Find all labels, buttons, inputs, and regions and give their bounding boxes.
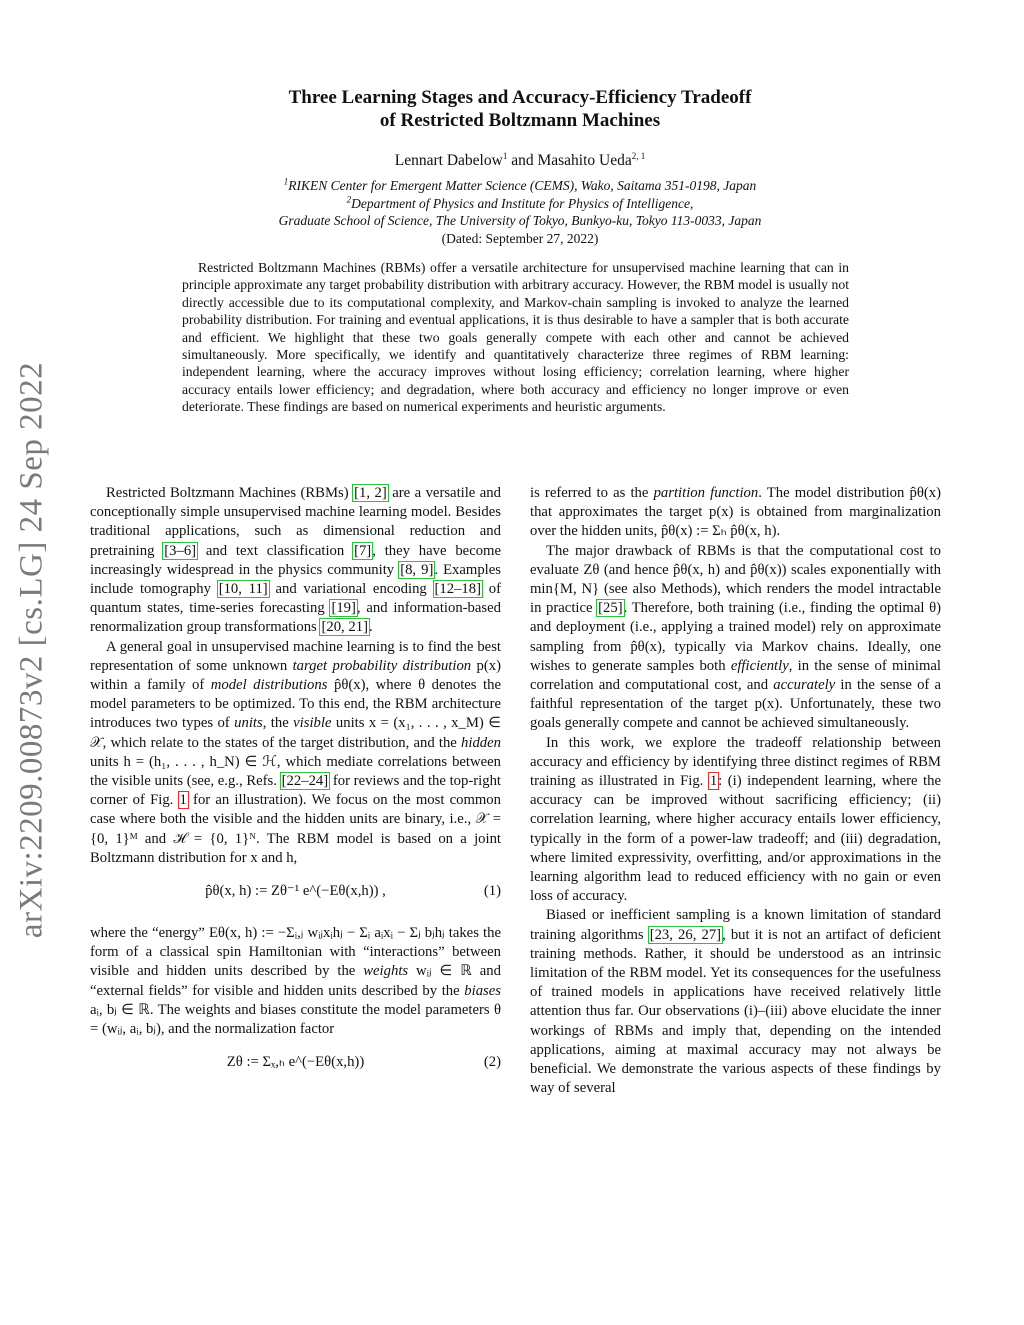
citation-link[interactable]: [20, 21] [321, 619, 368, 636]
author-2-affil: 2, 1 [631, 150, 646, 161]
right-paragraph-2: The major drawback of RBMs is that the computational cost to evaluate Zθ (and hence p̂θ(x, h) and p̂θ(x)) scales exponentially with min{M, N} (see also Methods), which renders the model intractable in practice [25]. Therefore, both training (i.e., finding the optimal θ) and deployment (i.e., applying a trained model) rely on approximate sampling from p̂θ(x), typically via Markov chains. Ideally, one wishes to generate samples both efficiently, in the sense of minimal correlation and computational cost, and accurately in the sense of a faithful representation of the target p(x). Unfortunately, these two goals generally compete and cannot be achieved simultaneously. [530, 542, 941, 732]
figure-link[interactable]: 1 [709, 773, 718, 790]
citation-link[interactable]: [19] [331, 600, 356, 617]
arxiv-stamp-text: arXiv:2209.00873v2 [cs.LG] 24 Sep 2022 [13, 361, 50, 939]
right-paragraph-1: is referred to as the partition function. The model distribution p̂θ(x) that approximates the target p(x) is obtained from marginalization over the hidden units, p̂θ(x) := Σₕ p̂θ(x, h). [530, 485, 941, 540]
equation-2-number: (2) [483, 1054, 501, 1071]
affiliations [150, 177, 890, 230]
citation-link[interactable]: [23, 26, 27] [649, 926, 722, 943]
equation-1-number: (1) [483, 883, 501, 900]
authors [150, 152, 890, 170]
equation-2 [90, 1045, 501, 1089]
left-paragraph-3: where the “energy” Eθ(x, h) := −Σᵢ,ⱼ wᵢⱼxᵢhⱼ − Σᵢ aᵢxᵢ − Σⱼ bⱼhⱼ takes the form of a classical spin Hamiltonian with “interactions” between visible and hidden units described by the weights wᵢⱼ ∈ ℝ and “external fields” for visible and hidden units described by the biases aᵢ, bⱼ ∈ ℝ. The weights and biases constitute the model parameters θ = (wᵢⱼ, aᵢ, bⱼ), and the normalization factor [90, 925, 501, 1038]
citation-link[interactable]: [8, 9] [400, 561, 434, 578]
left-column [90, 484, 501, 1095]
paper-title [150, 86, 890, 132]
citation-link[interactable]: [25] [598, 600, 623, 617]
left-paragraph-2: A general goal in unsupervised machine learning is to find the best representation of some unknown target probability distribution p(x) within a family of model distributions p̂θ(x), where θ denotes the model parameters to be optimized. To this end, the RBM architecture introduces two types of units, the visible units x = (x₁, . . . , x_M) ∈ 𝒳, which relate to the states of the target distribution, and the hidden units h = (h₁, . . . , h_N) ∈ ℋ, which mediate correlations between the visible units (see, e.g., Refs. [22–24] for reviews and the top-right corner of Fig. 1 for an illustration). We focus on the most common case where both the visible and the hidden units are binary, i.e., 𝒳 = {0, 1}ᴹ and ℋ = {0, 1}ᴺ. The RBM model is based on a joint Boltzmann distribution for x and h, [90, 638, 501, 866]
affil-1-mark: 1 [283, 176, 289, 187]
right-paragraph-4: Biased or inefficient sampling is a known limitation of standard training algorithms [23, 26, 27], but it is not an artifact of deficient training methods. Rather, it should be understood as an intrinsic limitation of the RBM model. Yet its consequences for the usefulness of trained models in applications have received relatively little attention thus far. Our observations (i)–(iii) above elucidate the inner workings of RBMs and imply that, depending on the intended applications, aiming at maximal accuracy may not always be beneficial. We demonstrate the various aspects of these findings by way of several [530, 907, 941, 1097]
author-1: Lennart Dabelow [394, 152, 503, 169]
citation-link[interactable]: [3–6] [164, 542, 197, 559]
abstract: Restricted Boltzmann Machines (RBMs) offer a versatile architecture for unsupervised machine learning that can in principle approximate any target probability distribution with arbitrary accuracy. However, the RBM model is usually not directly accessible due to its computational complexity, and Markov-chain sampling is invoked to analyze the learned probability distribution. For training and eventual applications, it is thus desirable to have a sampler that is both accurate and efficient. We highlight that these two goals generally compete with each other and cannot be achieved simultaneously. More specifically, we identify and quantitatively characterize three regimes of RBM learning: independent learning, where the accuracy improves without losing efficiency; correlation learning, where higher accuracy entails lower efficiency; and degradation, where both accuracy and efficiency no longer improve or even deteriorate. These findings are based on numerical experiments and heuristic arguments. [182, 260, 849, 415]
citation-link[interactable]: [7] [354, 542, 372, 559]
equation-1-body: p̂θ(x, h) := Zθ⁻¹ e^(−Eθ(x,h)) , [205, 883, 386, 900]
citation-link[interactable]: [12–18] [434, 581, 482, 598]
title-line-2: of Restricted Boltzmann Machines [379, 110, 661, 131]
right-paragraph-3: In this work, we explore the tradeoff relationship between accuracy and efficiency by identifying three distinct regimes of RBM training as illustrated in Fig. 1: (i) independent learning, where the accuracy can be improved without sacrificing efficiency; (ii) correlation learning, where higher accuracy entails lower efficiency, typically in the form of a power-law tradeoff; and (iii) degradation, where limited expressivity, overfitting, and/or approximations in the learning algorithm lead to reduced efficiency with no gain or even loss of accuracy. [530, 734, 941, 905]
title-line-1: Three Learning Stages and Accuracy-Efficiency Tradeoff [288, 87, 752, 108]
author-1-affil: 1 [502, 150, 508, 161]
equation-1 [90, 874, 501, 918]
affil-2-mark: 2 [346, 194, 352, 204]
author-2: Masahito Ueda [537, 152, 632, 169]
left-paragraph-1: Restricted Boltzmann Machines (RBMs) [1, 2] are a versatile and conceptionally simple unsupervised machine learning model. Besides traditional applications, such as dimensional reduction and pretraining [3–6] and text classification [7], they have become increasingly widespread in the physics community [8, 9]. Examples include tomography [10, 11] and variational encoding [12–18] of quantum states, time-series forecasting [19], and information-based renormalization group transformations [20, 21]. [90, 485, 501, 636]
equation-2-body: Zθ := Σₓ,ₕ e^(−Eθ(x,h)) [226, 1054, 365, 1071]
arxiv-stamp [4, 350, 60, 950]
citation-link[interactable]: [1, 2] [354, 485, 387, 501]
affiliation-2: $^2$Department of Physics and Institute for Physics of Intelligence, [346, 194, 694, 211]
affiliation-1: $^1$RIKEN Center for Emergent Matter Science (CEMS), Wako, Saitama 351-0198, Japan [283, 176, 757, 193]
date-line: (Dated: September 27, 2022) [441, 231, 599, 246]
right-column [530, 484, 941, 1099]
figure-link[interactable]: 1 [179, 792, 187, 809]
author-and: and [511, 152, 534, 169]
citation-link[interactable]: [10, 11] [218, 581, 268, 598]
citation-link[interactable]: [22–24] [281, 773, 329, 790]
affiliation-3: Graduate School of Science, The University of Tokyo, Bunkyo-ku, Tokyo 113-0033, Japan [278, 213, 762, 228]
